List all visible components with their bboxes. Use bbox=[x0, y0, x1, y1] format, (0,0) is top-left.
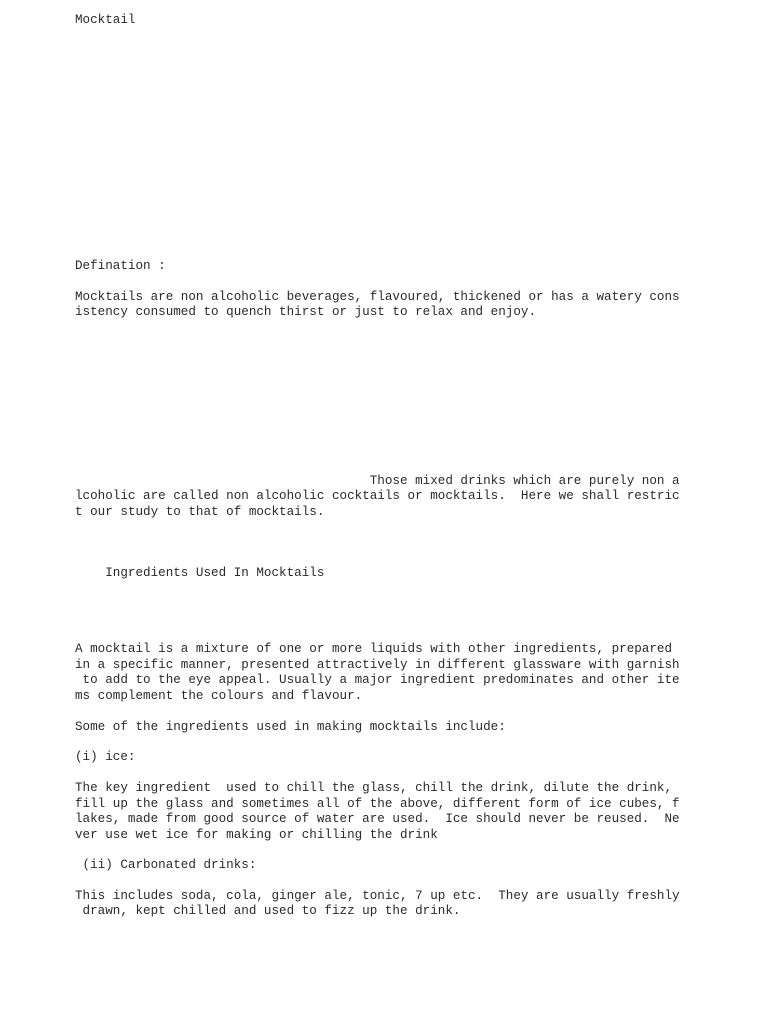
document-title: Mocktail bbox=[75, 13, 136, 27]
ice-line: fill up the glass and sometimes all of the above, different form of ice cubes, f bbox=[75, 797, 680, 811]
ice-line: The key ingredient used to chill the glass, chill the drink, dilute the drink, bbox=[75, 781, 673, 795]
ice-heading: (i) ice: bbox=[75, 750, 136, 764]
ice-line: lakes, made from good source of water are used. Ice should never be reused. Ne bbox=[75, 812, 680, 826]
carbonated-line: This includes soda, cola, ginger ale, tonic, 7 up etc. They are usually freshly bbox=[75, 889, 680, 903]
mocktail-intro-line: to add to the eye appeal. Usually a major ingredient predominates and other ite bbox=[75, 673, 680, 687]
carbonated-heading: (ii) Carbonated drinks: bbox=[75, 858, 257, 872]
carbonated-line: drawn, kept chilled and used to fizz up the drink. bbox=[75, 904, 461, 918]
mocktail-intro-line: A mocktail is a mixture of one or more liquids with other ingredients, prepared bbox=[75, 642, 673, 656]
mixed-drinks-line: t our study to that of mocktails. bbox=[75, 505, 325, 519]
mixed-drinks-line: Those mixed drinks which are purely non a bbox=[75, 474, 680, 488]
ice-line: ver use wet ice for making or chilling the drink bbox=[75, 828, 438, 842]
definition-line: Mocktails are non alcoholic beverages, flavoured, thickened or has a watery cons bbox=[75, 290, 680, 304]
definition-line: istency consumed to quench thirst or just to relax and enjoy. bbox=[75, 305, 537, 319]
mocktail-intro-line: in a specific manner, presented attractively in different glassware with garnish bbox=[75, 658, 680, 672]
mocktail-intro-line: ms complement the colours and flavour. bbox=[75, 689, 363, 703]
mixed-drinks-line: lcoholic are called non alcoholic cocktails or mocktails. Here we shall restric bbox=[75, 489, 680, 503]
definition-heading: Defination : bbox=[75, 259, 166, 273]
ingredients-heading: Ingredients Used In Mocktails bbox=[75, 566, 325, 580]
ingredients-list-intro: Some of the ingredients used in making mocktails include: bbox=[75, 720, 506, 734]
